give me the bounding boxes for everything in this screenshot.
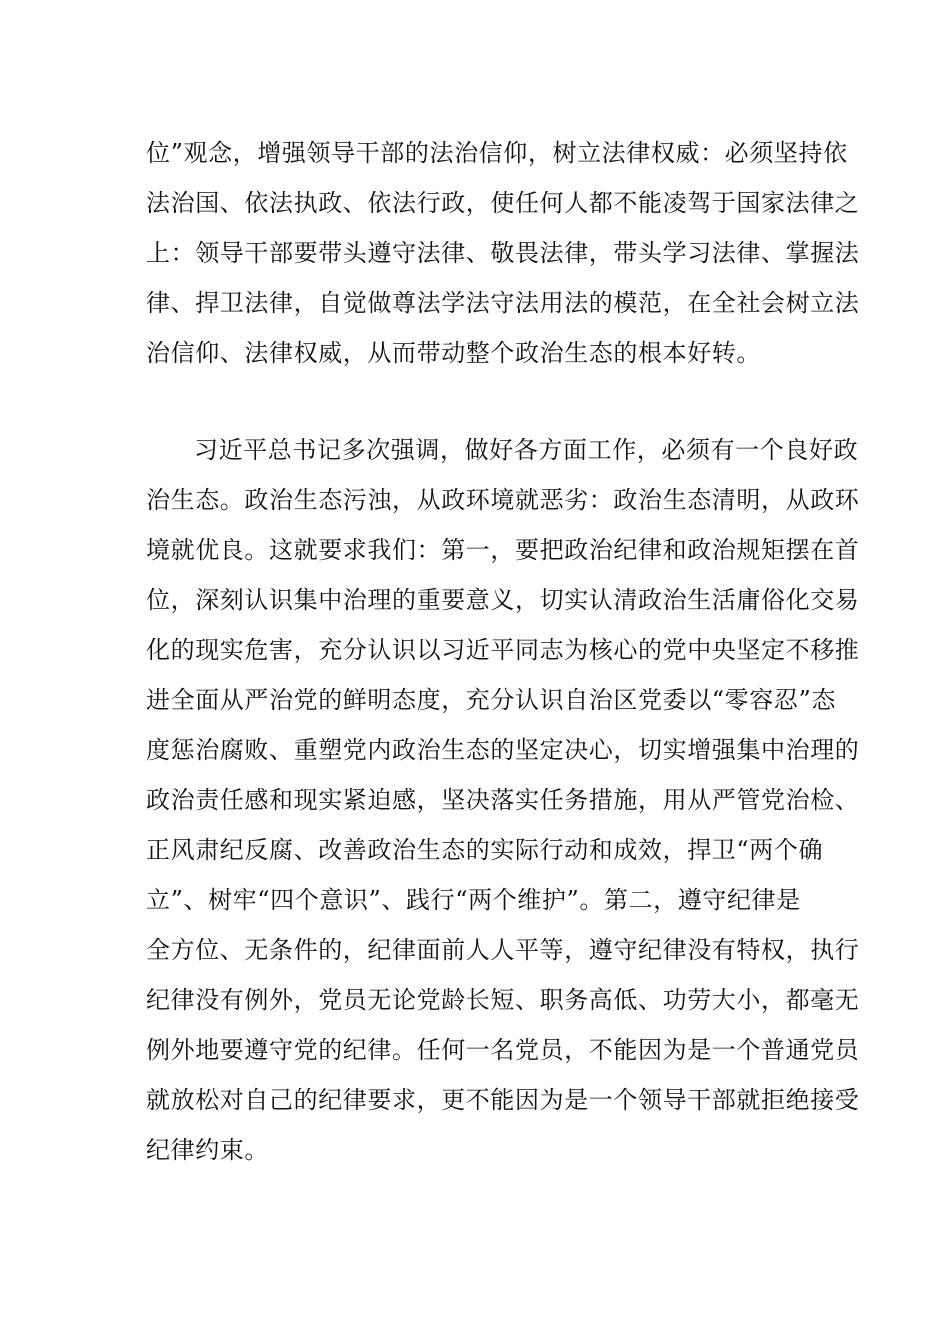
paragraph-2-line-13: 例外地要遵守党的纪律。任何一名党员，不能因为是一个普通党员 <box>146 1036 860 1064</box>
paragraph-2-line-3: 境就优良。这就要求我们：第一，要把政治纪律和政治规矩摆在首 <box>146 536 860 564</box>
paragraph-2-line-11: 全方位、无条件的，纪律面前人人平等，遵守纪律没有特权，执行 <box>146 936 860 964</box>
paragraph-2-line-1: 习近平总书记多次强调，做好各方面工作，必须有一个良好政 <box>194 436 859 464</box>
paragraph-1-line-5: 治信仰、法律权威，从而带动整个政治生态的根本好转。 <box>146 339 761 367</box>
paragraph-2-line-9: 正风肃纪反腐、改善政治生态的实际行动和成效，捍卫“两个确 <box>146 836 824 864</box>
paragraph-2-line-10: 立”、树牢“四个意识”、践行“两个维护”。第二，遵守纪律是 <box>146 886 801 914</box>
paragraph-1-line-1: 位”观念，增强领导干部的法治信仰，树立法律权威：必须坚持依 <box>146 139 848 167</box>
paragraph-2-line-2: 治生态。政治生态污浊，从政环境就恶劣：政治生态清明，从政环 <box>146 486 860 514</box>
paragraph-2-line-5: 化的现实危害，充分认识以习近平同志为核心的党中央坚定不移推 <box>146 636 860 664</box>
paragraph-1-line-4: 律、捍卫法律，自觉做尊法学法守法用法的模范，在全社会树立法 <box>146 289 860 317</box>
paragraph-1-line-2: 法治国、依法执政、依法行政，使任何人都不能凌驾于国家法律之 <box>146 189 860 217</box>
paragraph-2-line-8: 政治责任感和现实紧迫感，坚决落实任务措施，用从严管党治检、 <box>146 786 860 814</box>
paragraph-2 <box>146 425 859 1175</box>
paragraph-2-line-12: 纪律没有例外，党员无论党龄长短、职务高低、功劳大小，都毫无 <box>146 986 860 1014</box>
paragraph-2-line-6: 进全面从严治党的鲜明态度，充分认识自治区党委以“零容忍”态 <box>146 686 836 714</box>
paragraph-2-line-4: 位，深刻认识集中治理的重要意义，切实认清政治生活庸俗化交易 <box>146 586 860 614</box>
paragraph-2-line-14: 就放松对自己的纪律要求，更不能因为是一个领导干部就拒绝接受 <box>146 1086 860 1114</box>
paragraph-2-line-15: 纪律约束。 <box>146 1136 269 1164</box>
paragraph-1 <box>146 128 859 378</box>
paragraph-1-line-3: 上：领导干部要带头遵守法律、敬畏法律，带头学习法律、掌握法 <box>146 239 860 267</box>
paragraph-2-line-7: 度惩治腐败、重塑党内政治生态的坚定决心，切实增强集中治理的 <box>146 736 860 764</box>
